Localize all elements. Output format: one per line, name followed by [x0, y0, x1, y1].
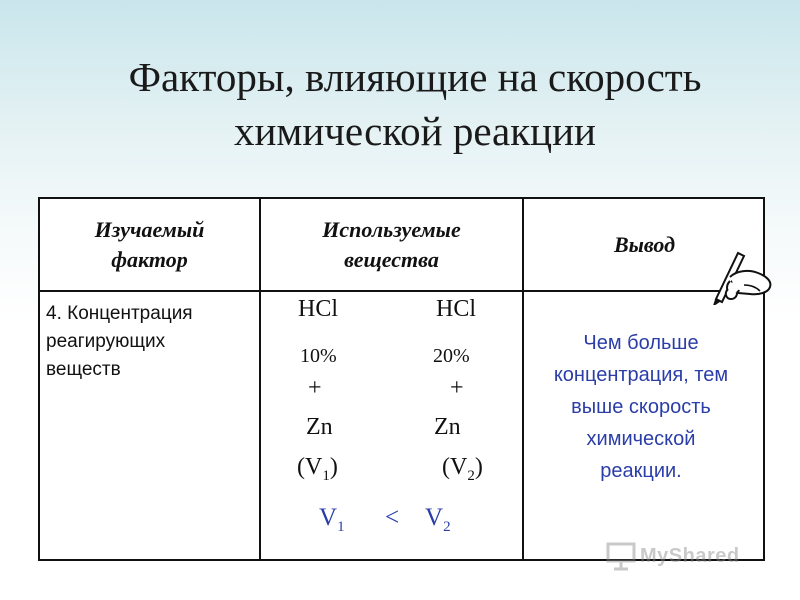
- header-factor: Изучаемый фактор: [94, 216, 205, 272]
- writing-hand-icon: [708, 247, 774, 305]
- concentration-right: 20%: [433, 345, 470, 367]
- factor-cell: 4. Концентрация реагирующих веществ: [46, 303, 193, 380]
- slide-title-line-2: химической реакции: [233, 108, 597, 154]
- concentration-left: 10%: [300, 345, 337, 367]
- plus-right: +: [450, 375, 464, 401]
- rate-left: $(V_1)$: [297, 454, 338, 484]
- rate-comparison-v1: $V_1$: [319, 504, 345, 535]
- header-divider: [40, 290, 763, 292]
- conclusion-text: Чем больше концентрация, тем выше скорость химической реакции.: [553, 332, 729, 482]
- presentation-board-icon: [606, 541, 636, 571]
- logo-text: MyShared: [640, 544, 740, 567]
- rate-right: $(V_2)$: [442, 454, 483, 484]
- metal-left: Zn: [306, 414, 333, 440]
- rate-comparison-v2: $V_2$: [425, 504, 451, 535]
- acid-right: HCl: [436, 296, 477, 322]
- slide-title: [40, 50, 790, 158]
- factors-table: [38, 197, 765, 561]
- plus-left: +: [308, 375, 322, 401]
- header-substances: Используемые вещества: [322, 216, 461, 272]
- slide-title-line-1: Факторы, влияющие на скорость: [128, 54, 702, 100]
- rate-comparison-operator: <: [385, 504, 400, 531]
- header-conclusion: Вывод: [613, 231, 676, 257]
- acid-left: HCl: [298, 296, 339, 322]
- myshared-logo: [606, 541, 766, 571]
- metal-right: Zn: [434, 414, 461, 440]
